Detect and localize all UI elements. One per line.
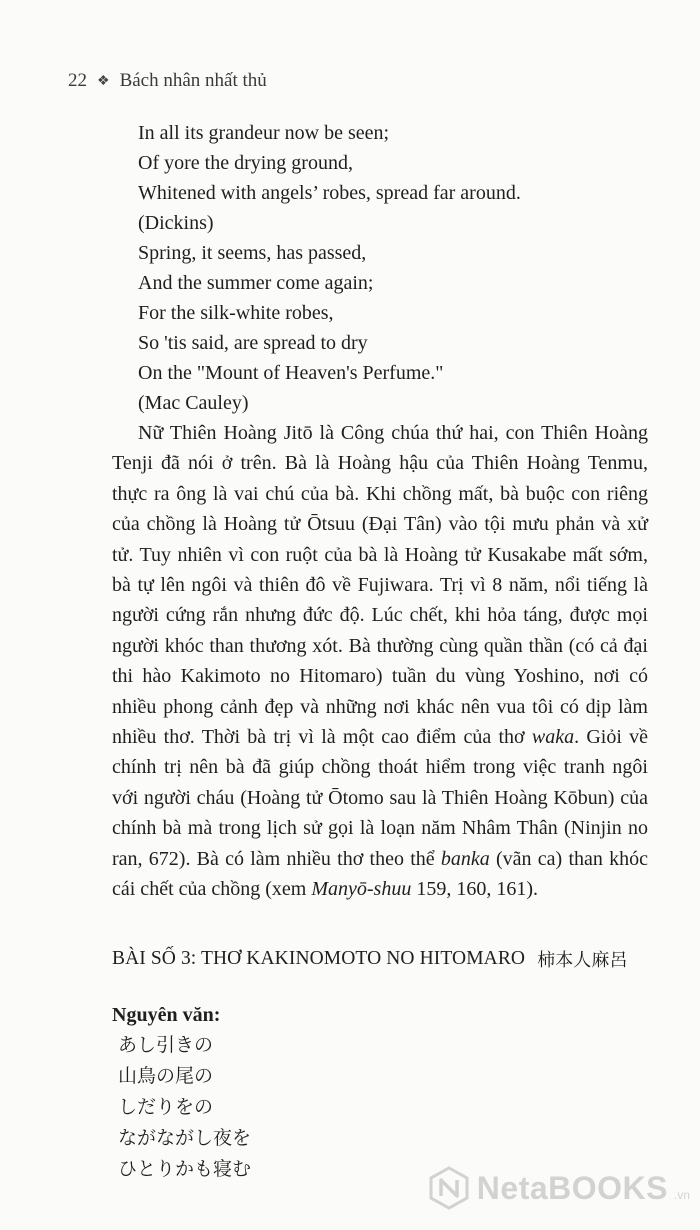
japanese-line: しだりをの xyxy=(118,1095,214,1118)
ornament-icon: ❖ xyxy=(97,73,110,89)
poem-line: On the "Mount of Heaven's Perfume." xyxy=(138,362,444,384)
page-number: 22 xyxy=(68,70,87,91)
poet-name-kanji: 柿本人麻呂 xyxy=(537,949,628,971)
poem-line: Of yore the drying ground, xyxy=(138,152,353,174)
japanese-line: ひとりかも寝む xyxy=(118,1157,252,1180)
poem-line: In all its grandeur now be seen; xyxy=(138,122,390,144)
page-content xyxy=(112,118,648,1185)
watermark-brand: NetaBOOKS xyxy=(476,1169,668,1206)
paragraph-text: Nữ Thiên Hoàng Jitō là Công chúa thứ hai, con Thiên Hoàng Tenji đã nói ở trên. Bà là Hoàng hậu của Thiên Hoàng Tenmu, thực ra ông là vai chú của bà. Khi chồng mất, bà buộc con riêng của chồng là Hoàng tử Ōtsuu (Đại Tân) vào tội mưu phản và xử tử. Tuy nhiên vì con ruột của bà là Hoàng tử Kusakabe mất sớm, bà tự lên ngôi và thiên đô về Fujiwara. Trị vì 8 năm, nổi tiếng là người cứng rắn nhưng đức độ. Lúc chết, khi hỏa táng, được mọi người khóc than thương xót. Bà thường cùng quần thần (có cả đại thi hào Kakimoto no Hitomaro) tuần du vùng Yoshino, nơi có nhiều phong cảnh đẹp và những nơi khác nên vua tôi có dịp làm nhiều thơ. Thời bà trị vì là một cao điểm của thơ xyxy=(112,422,648,749)
section-title: BÀI SỐ 3: THƠ KAKINOMOTO NO HITOMARO xyxy=(112,947,526,969)
english-translations xyxy=(112,118,648,418)
section-heading xyxy=(112,946,648,972)
translator-credit: (Mac Cauley) xyxy=(138,392,249,414)
poem-line: Spring, it seems, has passed, xyxy=(138,242,367,264)
neta-logo-icon xyxy=(427,1166,471,1210)
poem-line: And the summer come again; xyxy=(138,272,374,294)
watermark xyxy=(427,1166,690,1210)
japanese-poem xyxy=(112,1030,648,1185)
poem-line: Whitened with angels’ robes, spread far around. xyxy=(138,182,521,204)
original-text-label: Nguyên văn: xyxy=(112,1003,221,1026)
page-header xyxy=(68,70,267,92)
running-title: Bách nhân nhất thủ xyxy=(119,70,267,91)
paragraph-text: . Giỏi về chính trị nên bà đã giúp chồng thoát hiểm trong việc tranh ngôi với người cháu (Hoàng tử Ōtomo sau là Thiên Hoàng Kōbun) của chính bà mà trong lịch sử gọi là loạn năm Nhâm Thân (Ninjin no ran, 672). Bà có làm nhiều thơ theo thể xyxy=(112,726,648,870)
paragraph-text: 159, 160, 161). xyxy=(411,878,539,901)
paragraph-emphasis: waka xyxy=(531,726,575,749)
poem-line: For the silk-white robes, xyxy=(138,302,334,324)
paragraph-text: (vãn ca) than khóc cái chết của chồng (xem xyxy=(112,847,649,901)
japanese-line: あし引きの xyxy=(118,1033,214,1056)
paragraph-emphasis: Manyō-shuu xyxy=(311,878,412,901)
translator-credit: (Dickins) xyxy=(138,212,214,234)
poem-line: So 'tis said, are spread to dry xyxy=(138,332,368,354)
japanese-line: ながながし夜を xyxy=(118,1126,252,1149)
commentary-paragraph xyxy=(112,418,648,905)
paragraph-emphasis: banka xyxy=(440,847,490,870)
japanese-line: 山鳥の尾の xyxy=(118,1064,214,1087)
watermark-suffix: .vn xyxy=(673,1188,690,1202)
